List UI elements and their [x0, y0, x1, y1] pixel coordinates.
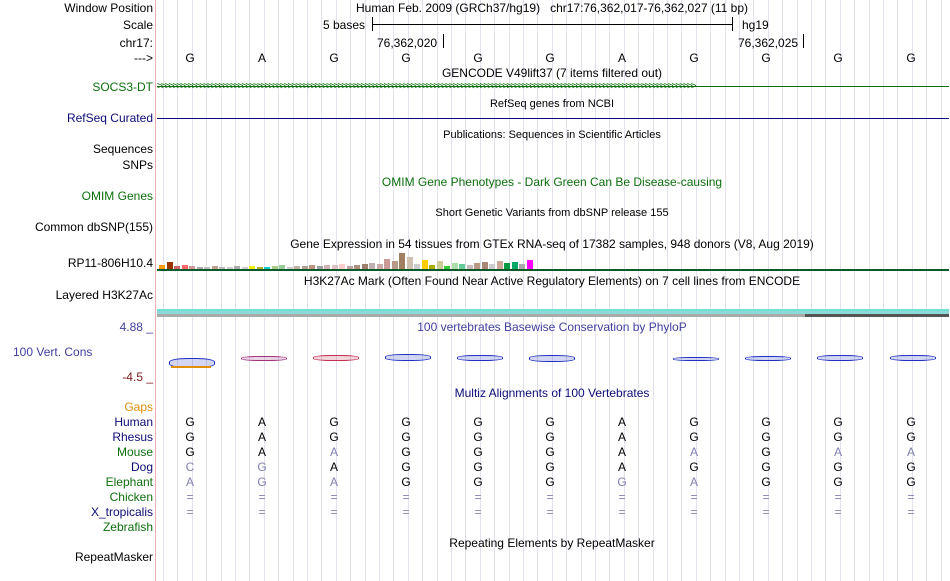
phylop-base-logo[interactable]: [745, 356, 791, 361]
multiz-base: G: [545, 475, 555, 489]
multiz-base: G: [761, 460, 771, 474]
gtex-expression-bars[interactable]: [157, 252, 949, 269]
phylop-base-logo[interactable]: [385, 354, 431, 361]
multiz-species-label[interactable]: Rhesus: [112, 430, 153, 444]
multiz-base: G: [401, 415, 411, 429]
multiz-species-label[interactable]: Mouse: [116, 445, 153, 459]
multiz-base: G: [473, 475, 483, 489]
multiz-base: =: [907, 505, 915, 519]
refseq-track-title[interactable]: RefSeq genes from NCBI: [489, 98, 615, 110]
ruler-base: A: [257, 51, 266, 65]
multiz-base: G: [329, 430, 339, 444]
multiz-base: G: [545, 445, 555, 459]
multiz-base: =: [546, 490, 554, 504]
strand-arrow-label: --->: [134, 51, 153, 65]
multiz-base: A: [617, 430, 626, 444]
multiz-base: =: [258, 505, 266, 519]
phylop-base-logo[interactable]: [890, 355, 936, 361]
phylop-max-label: 4.88 _: [119, 320, 153, 334]
multiz-base: A: [329, 475, 338, 489]
gtex-tissue-bar[interactable]: [407, 257, 413, 269]
multiz-base: G: [761, 475, 771, 489]
multiz-base: C: [185, 460, 195, 474]
ruler-base: A: [617, 51, 626, 65]
refseq-gene-line[interactable]: [157, 118, 949, 119]
scale-label: Scale: [122, 18, 153, 32]
gencode-track-title[interactable]: GENCODE V49lift37 (7 items filtered out): [441, 66, 663, 80]
h3k27ac-label[interactable]: Layered H3K27Ac: [55, 288, 153, 302]
ruler-base: G: [473, 51, 483, 65]
multiz-base: G: [761, 430, 771, 444]
multiz-base: G: [401, 430, 411, 444]
multiz-base: G: [401, 475, 411, 489]
gtex-tissue-bar[interactable]: [512, 262, 518, 269]
multiz-base: G: [401, 445, 411, 459]
multiz-base: G: [833, 475, 843, 489]
multiz-base: =: [762, 505, 770, 519]
coord-tick-1: [443, 34, 444, 48]
multiz-base: G: [617, 475, 627, 489]
multiz-base: A: [617, 415, 626, 429]
multiz-track-title[interactable]: Multiz Alignments of 100 Vertebrates: [454, 386, 650, 400]
dbsnp-track-title[interactable]: Short Genetic Variants from dbSNP release 155: [435, 207, 669, 219]
multiz-base: =: [186, 490, 194, 504]
phylop-base-logo[interactable]: [457, 355, 503, 361]
multiz-base: =: [690, 490, 698, 504]
gtex-tissue-bar[interactable]: [422, 260, 428, 269]
gtex-tissue-bar[interactable]: [482, 262, 488, 269]
multiz-base: A: [689, 475, 698, 489]
gtex-tissue-bar[interactable]: [392, 261, 398, 269]
ruler-base: G: [689, 51, 699, 65]
multiz-base: A: [185, 475, 194, 489]
publications-track-title[interactable]: Publications: Sequences in Scientific Articles: [443, 129, 661, 141]
multiz-base: =: [618, 505, 626, 519]
sequences-label[interactable]: Sequences: [92, 142, 153, 156]
coord-label-1: 76,362,020: [377, 36, 438, 50]
gtex-tissue-bar[interactable]: [497, 261, 503, 269]
ruler-base: G: [401, 51, 411, 65]
multiz-base: =: [690, 505, 698, 519]
scale-bar-left-tick: [372, 17, 373, 31]
ruler-base: G: [906, 51, 916, 65]
multiz-base: =: [618, 490, 626, 504]
phylop-negative-logo[interactable]: [171, 366, 211, 368]
multiz-base: G: [689, 460, 699, 474]
multiz-base: G: [257, 475, 267, 489]
multiz-base: G: [906, 415, 916, 429]
multiz-base: =: [186, 505, 194, 519]
multiz-base: =: [834, 505, 842, 519]
multiz-base: G: [689, 415, 699, 429]
coord-label-2: 76,362,025: [738, 36, 799, 50]
scale-bar: [372, 24, 732, 25]
multiz-base: G: [401, 460, 411, 474]
multiz-base: =: [834, 490, 842, 504]
gtex-tissue-bar[interactable]: [437, 261, 443, 269]
ruler-base: G: [329, 51, 339, 65]
phylop-base-logo[interactable]: [673, 357, 719, 361]
multiz-base: =: [546, 505, 554, 519]
multiz-base: A: [329, 460, 338, 474]
scale-text: 5 bases: [323, 18, 366, 32]
ruler-base: G: [185, 51, 195, 65]
multiz-base: G: [185, 430, 195, 444]
multiz-species-label[interactable]: X_tropicalis: [90, 505, 153, 519]
gaps-label[interactable]: Gaps: [124, 400, 153, 414]
repeatmasker-label[interactable]: RepeatMasker: [74, 550, 153, 564]
ruler-base: G: [833, 51, 843, 65]
h3k27ac-signal-dark: [805, 314, 949, 317]
multiz-base: A: [833, 445, 842, 459]
multiz-base: G: [545, 415, 555, 429]
gencode-strand-chevrons: >>>>>>>>>>>>>>>>>>>>>>>>>>>>>>>>>>>>>>>>>>>>>>>>>>>>>>>>>>>>>>>>>>>>>>>>>>>>>>>>>>>>>>>>>>>>>>>>>>>>>>>>>>>>>>>>>>>>>>>>>>>>>>>>>>>>>>>>>>>>: [157, 81, 695, 92]
phylop-min-label: -4.5 _: [122, 370, 153, 384]
multiz-base: A: [257, 430, 266, 444]
multiz-base: G: [473, 460, 483, 474]
multiz-base: G: [833, 460, 843, 474]
multiz-base: G: [545, 430, 555, 444]
gtex-tissue-bar[interactable]: [399, 253, 405, 269]
label-divider: [155, 0, 156, 581]
multiz-base: A: [617, 460, 626, 474]
multiz-base: G: [473, 430, 483, 444]
gtex-tissue-bar[interactable]: [167, 262, 173, 269]
phylop-base-logo[interactable]: [313, 355, 359, 361]
multiz-base: =: [907, 490, 915, 504]
phylop-label[interactable]: 100 Vert. Cons: [13, 345, 93, 359]
multiz-base: =: [474, 505, 482, 519]
multiz-base: G: [257, 460, 267, 474]
h3k27ac-signal-light: [157, 314, 805, 317]
multiz-base: =: [330, 505, 338, 519]
gencode-item-label[interactable]: SOCS3-DT: [92, 80, 153, 94]
dbsnp-label[interactable]: Common dbSNP(155): [34, 220, 153, 234]
multiz-species-label[interactable]: Dog: [130, 460, 153, 474]
coord-tick-2: [803, 34, 804, 48]
multiz-base: =: [402, 505, 410, 519]
multiz-base: =: [258, 490, 266, 504]
multiz-species-label[interactable]: Human: [114, 415, 153, 429]
h3k27ac-track-title[interactable]: H3K27Ac Mark (Often Found Near Active Regulatory Elements) on 7 cell lines from ENCODE: [303, 274, 801, 288]
gtex-gene-label[interactable]: RP11-806H10.4: [67, 256, 153, 270]
multiz-base: G: [473, 445, 483, 459]
multiz-base: G: [185, 415, 195, 429]
multiz-base: G: [185, 445, 195, 459]
phylop-base-logo[interactable]: [529, 355, 575, 362]
multiz-base: G: [833, 430, 843, 444]
multiz-base: =: [330, 490, 338, 504]
multiz-base: A: [257, 415, 266, 429]
phylop-base-logo[interactable]: [817, 355, 863, 361]
chrom-label: chr17:: [119, 36, 153, 50]
omim-track-title[interactable]: OMIM Gene Phenotypes - Dark Green Can Be Disease-causing: [381, 175, 723, 189]
multiz-species-label[interactable]: Zebrafish: [102, 520, 153, 534]
phylop-track-title[interactable]: 100 vertebrates Basewise Conservation by PhyloP: [417, 320, 687, 334]
assembly-position-text: Human Feb. 2009 (GRCh37/hg19) chr17:76,362,017-76,362,027 (11 bp): [355, 1, 749, 15]
gtex-tissue-bar[interactable]: [527, 260, 533, 269]
multiz-base: =: [474, 490, 482, 504]
multiz-base: G: [761, 445, 771, 459]
ruler-base: G: [761, 51, 771, 65]
multiz-species-label[interactable]: Chicken: [109, 490, 153, 504]
multiz-base: =: [762, 490, 770, 504]
multiz-base: G: [473, 415, 483, 429]
ruler-base: G: [545, 51, 555, 65]
multiz-base: G: [545, 460, 555, 474]
multiz-base: A: [257, 445, 266, 459]
multiz-base: A: [689, 445, 698, 459]
gtex-tissue-bar[interactable]: [384, 259, 390, 269]
multiz-base: A: [617, 445, 626, 459]
multiz-base: G: [329, 415, 339, 429]
multiz-base: G: [761, 415, 771, 429]
gtex-track-title[interactable]: Gene Expression in 54 tissues from GTEx RNA-seq of 17382 samples, 948 donors (V8, Aug 2019): [290, 237, 814, 251]
multiz-base: =: [402, 490, 410, 504]
repeatmasker-track-title[interactable]: Repeating Elements by RepeatMasker: [449, 536, 655, 550]
gencode-transcript[interactable]: [157, 80, 949, 94]
multiz-species-label[interactable]: Elephant: [105, 475, 153, 489]
window-position-label: Window Position: [64, 1, 153, 15]
multiz-base: A: [906, 445, 915, 459]
snps-label[interactable]: SNPs: [122, 158, 153, 172]
multiz-base: G: [689, 430, 699, 444]
multiz-base: G: [833, 415, 843, 429]
multiz-base: A: [329, 445, 338, 459]
multiz-base: G: [906, 430, 916, 444]
scale-db-text: hg19: [742, 18, 769, 32]
gtex-gene-line[interactable]: [157, 269, 949, 271]
phylop-base-logo[interactable]: [241, 356, 287, 361]
multiz-base: G: [906, 460, 916, 474]
scale-bar-right-tick: [732, 17, 733, 31]
refseq-label[interactable]: RefSeq Curated: [66, 111, 153, 125]
omim-label[interactable]: OMIM Genes: [81, 189, 153, 203]
multiz-base: G: [906, 475, 916, 489]
